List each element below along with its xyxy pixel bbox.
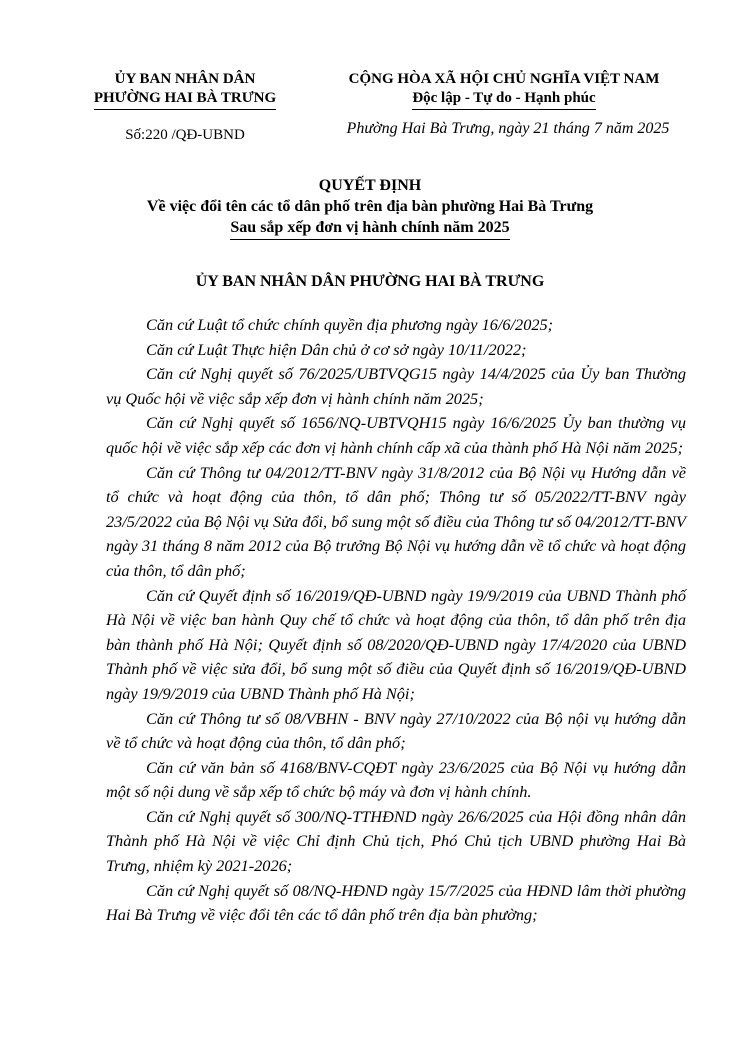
decision-subject-line-2: Sau sắp xếp đơn vị hành chính năm 2025 [230, 217, 509, 240]
basis-paragraph: Căn cứ văn bản số 4168/BNV-CQĐT ngày 23/6/2025 của Bộ Nội vụ hướng dẫn một số nội dung về sắp xếp tổ chức bộ máy và đơn vị hành chính. [106, 757, 686, 802]
basis-paragraph: Căn cứ Luật tổ chức chính quyền địa phương ngày 16/6/2025; [146, 315, 554, 334]
basis-paragraph: Căn cứ Luật Thực hiện Dân chủ ở cơ sở ngày 10/11/2022; [146, 339, 527, 359]
legal-bases [106, 313, 686, 928]
place-and-date: Phường Hai Bà Trưng, ngày 21 tháng 7 năm 2025 [346, 120, 670, 137]
basis-paragraph: Căn cứ Quyết định số 16/2019/QĐ-UBND ngày 19/9/2019 của UBND Thành phố Hà Nội về việc ban hành Quy chế tổ chức và hoạt động của thôn, tổ dân phố trên địa bàn thành phố Hà Nội; Quyết định số 08/2020/QĐ-UBND ngày 17/4/2020 của UBND Thành phố về việc sửa đổi, bổ sung một số điều của Quyết định số 16/2019/QĐ-UBND ngày 19/9/2019 của UBND Thành phố Hà Nội; [106, 585, 686, 703]
national-motto: Độc lập - Tự do - Hạnh phúc [412, 89, 595, 110]
basis-paragraph: Căn cứ Nghị quyết số 08/NQ-HĐND ngày 15/7/2025 của HĐND lâm thời phường Hai Bà Trưng về việc đổi tên các tổ dân phố trên địa bàn phường; [106, 880, 686, 925]
nation-name: CỘNG HÒA XÃ HỘI CHỦ NGHĨA VIỆT NAM [348, 71, 660, 87]
org-line-1: ỦY BAN NHÂN DÂN [114, 71, 256, 87]
decision-subject-line-1: Về việc đổi tên các tổ dân phố trên địa bàn phường Hai Bà Trưng [146, 198, 594, 215]
issuing-authority [70, 70, 300, 110]
national-header [318, 70, 690, 110]
decision-heading: QUYẾT ĐỊNH [318, 177, 422, 194]
basis-paragraph: Căn cứ Nghị quyết số 300/NQ-TTHĐND ngày 26/6/2025 của Hội đồng nhân dân Thành phố Hà Nội về việc Chỉ định Chủ tịch, Phó Chủ tịch UBND phường Hai Bà Trưng, nhiệm kỳ 2021-2026; [106, 806, 686, 876]
decision-title-block [60, 175, 680, 240]
authority-heading: ỦY BAN NHÂN DÂN PHƯỜNG HAI BÀ TRƯNG [195, 273, 545, 290]
document-number: Số:220 /QĐ-UBND [125, 127, 245, 143]
basis-paragraph: Căn cứ Nghị quyết số 76/2025/UBTVQG15 ngày 14/4/2025 của Ủy ban Thường vụ Quốc hội về việc sắp xếp đơn vị hành chính năm 2025; [106, 364, 686, 408]
org-line-2: PHƯỜNG HAI BÀ TRƯNG [94, 89, 276, 110]
basis-paragraph: Căn cứ Nghị quyết số 1656/NQ-UBTVQH15 ngày 16/6/2025 Ủy ban thường vụ quốc hội về việc sắp xếp các đơn vị hành chính cấp xã của thành phố Hà Nội năm 2025; [106, 413, 686, 457]
basis-paragraph: Căn cứ Thông tư số 08/VBHN - BNV ngày 27/10/2022 của Bộ nội vụ hướng dẫn về tổ chức và hoạt động của thôn, tổ dân phố; [106, 708, 686, 753]
basis-paragraph: Căn cứ Thông tư 04/2012/TT-BNV ngày 31/8/2012 của Bộ Nội vụ Hướng dẫn về tổ chức và hoạt động của thôn, tổ dân phố; Thông tư số 05/2022/TT-BNV ngày 23/5/2022 của Bộ Nội vụ Sửa đổi, bổ sung một số điều của Thông tư số 04/2012/TT-BNV ngày 31 tháng 8 năm 2012 của Bộ trưởng Bộ Nội vụ hướng dẫn về tổ chức và hoạt động của thôn, tổ dân phố; [106, 462, 686, 580]
